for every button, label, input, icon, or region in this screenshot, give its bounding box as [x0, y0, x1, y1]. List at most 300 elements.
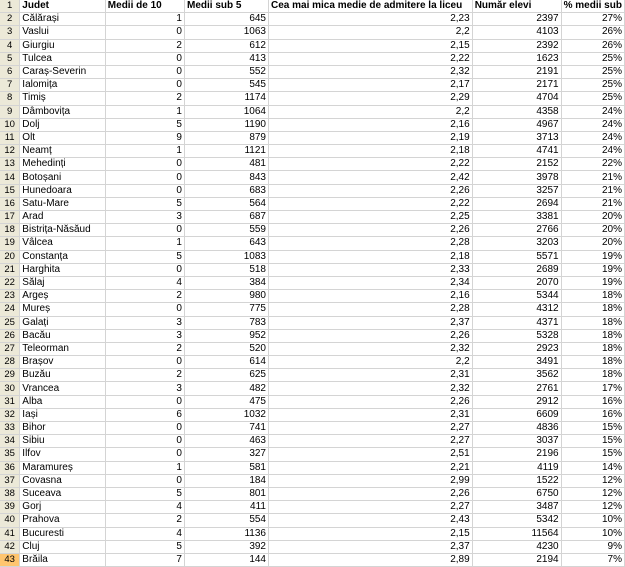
cell-medii-sub-5[interactable]: 801 — [184, 487, 268, 500]
cell-medie-minima[interactable]: 2,16 — [269, 118, 473, 131]
cell-medie-minima[interactable]: 2,2 — [269, 105, 473, 118]
cell-procent[interactable]: 27% — [561, 13, 624, 26]
cell-numar-elevi[interactable]: 2070 — [472, 276, 561, 289]
row-header[interactable]: 16 — [0, 197, 20, 210]
cell-judet[interactable]: Tulcea — [20, 52, 106, 65]
cell-medii-sub-5[interactable]: 741 — [184, 422, 268, 435]
cell-medii-sub-5[interactable]: 554 — [184, 514, 268, 527]
cell-judet[interactable]: Harghita — [20, 263, 106, 276]
cell-judet[interactable]: Dolj — [20, 118, 106, 131]
cell-judet[interactable]: Alba — [20, 395, 106, 408]
cell-numar-elevi[interactable]: 2397 — [472, 13, 561, 26]
row-header[interactable]: 29 — [0, 369, 20, 382]
cell-medii-10[interactable]: 7 — [105, 553, 184, 566]
cell-medii-sub-5[interactable]: 413 — [184, 52, 268, 65]
cell-procent[interactable]: 25% — [561, 65, 624, 78]
row-header[interactable]: 34 — [0, 435, 20, 448]
row-header[interactable]: 42 — [0, 540, 20, 553]
cell-judet[interactable]: Prahova — [20, 514, 106, 527]
row-header[interactable]: 37 — [0, 474, 20, 487]
cell-medii-10[interactable]: 2 — [105, 92, 184, 105]
cell-medii-sub-5[interactable]: 952 — [184, 329, 268, 342]
cell-medie-minima[interactable]: 2,33 — [269, 263, 473, 276]
cell-judet[interactable]: Brăila — [20, 553, 106, 566]
cell-medii-sub-5[interactable]: 1063 — [184, 26, 268, 39]
cell-procent[interactable]: 19% — [561, 250, 624, 263]
cell-medie-minima[interactable]: 2,99 — [269, 474, 473, 487]
cell-judet[interactable]: Argeș — [20, 290, 106, 303]
row-header[interactable]: 17 — [0, 211, 20, 224]
cell-judet[interactable]: Iași — [20, 408, 106, 421]
cell-judet[interactable]: Timiș — [20, 92, 106, 105]
cell-medie-minima[interactable]: 2,17 — [269, 79, 473, 92]
cell-judet[interactable]: Vaslui — [20, 26, 106, 39]
cell-numar-elevi[interactable]: 3037 — [472, 435, 561, 448]
header-medii-sub-5[interactable]: Medii sub 5 — [184, 0, 268, 13]
cell-procent[interactable]: 18% — [561, 369, 624, 382]
cell-procent[interactable]: 21% — [561, 197, 624, 210]
cell-judet[interactable]: Arad — [20, 211, 106, 224]
cell-judet[interactable]: Constanța — [20, 250, 106, 263]
cell-medie-minima[interactable]: 2,22 — [269, 158, 473, 171]
cell-medie-minima[interactable]: 2,31 — [269, 369, 473, 382]
cell-medii-sub-5[interactable]: 384 — [184, 276, 268, 289]
cell-medii-10[interactable]: 5 — [105, 487, 184, 500]
cell-judet[interactable]: Bucuresti — [20, 527, 106, 540]
cell-medii-sub-5[interactable]: 520 — [184, 342, 268, 355]
cell-medii-sub-5[interactable]: 1032 — [184, 408, 268, 421]
cell-medii-10[interactable]: 6 — [105, 408, 184, 421]
row-header[interactable]: 3 — [0, 26, 20, 39]
cell-medie-minima[interactable]: 2,22 — [269, 52, 473, 65]
cell-medii-sub-5[interactable]: 843 — [184, 171, 268, 184]
header-medii-10[interactable]: Medii de 10 — [105, 0, 184, 13]
cell-procent[interactable]: 22% — [561, 158, 624, 171]
cell-procent[interactable]: 21% — [561, 184, 624, 197]
cell-medie-minima[interactable]: 2,15 — [269, 527, 473, 540]
cell-numar-elevi[interactable]: 2196 — [472, 448, 561, 461]
cell-numar-elevi[interactable]: 4358 — [472, 105, 561, 118]
row-header[interactable]: 41 — [0, 527, 20, 540]
row-header[interactable]: 39 — [0, 501, 20, 514]
cell-medie-minima[interactable]: 2,42 — [269, 171, 473, 184]
cell-numar-elevi[interactable]: 5342 — [472, 514, 561, 527]
cell-medie-minima[interactable]: 2,19 — [269, 131, 473, 144]
cell-medii-sub-5[interactable]: 612 — [184, 39, 268, 52]
header-procent[interactable]: % medii sub — [561, 0, 624, 13]
cell-medii-sub-5[interactable]: 552 — [184, 65, 268, 78]
cell-medii-10[interactable]: 0 — [105, 79, 184, 92]
cell-medii-sub-5[interactable]: 879 — [184, 131, 268, 144]
row-header[interactable]: 10 — [0, 118, 20, 131]
cell-judet[interactable]: Călărași — [20, 13, 106, 26]
cell-procent[interactable]: 7% — [561, 553, 624, 566]
cell-medii-sub-5[interactable]: 184 — [184, 474, 268, 487]
cell-numar-elevi[interactable]: 4371 — [472, 316, 561, 329]
cell-numar-elevi[interactable]: 3381 — [472, 211, 561, 224]
cell-medii-10[interactable]: 0 — [105, 224, 184, 237]
cell-numar-elevi[interactable]: 3978 — [472, 171, 561, 184]
cell-judet[interactable]: Gorj — [20, 501, 106, 514]
row-header[interactable]: 33 — [0, 422, 20, 435]
cell-medie-minima[interactable]: 2,18 — [269, 250, 473, 263]
cell-medie-minima[interactable]: 2,23 — [269, 13, 473, 26]
cell-numar-elevi[interactable]: 2152 — [472, 158, 561, 171]
cell-medii-sub-5[interactable]: 475 — [184, 395, 268, 408]
cell-medii-10[interactable]: 3 — [105, 329, 184, 342]
cell-medii-sub-5[interactable]: 481 — [184, 158, 268, 171]
cell-procent[interactable]: 15% — [561, 422, 624, 435]
row-header[interactable]: 2 — [0, 13, 20, 26]
cell-medii-sub-5[interactable]: 545 — [184, 79, 268, 92]
cell-medii-sub-5[interactable]: 518 — [184, 263, 268, 276]
cell-medii-10[interactable]: 2 — [105, 514, 184, 527]
cell-medie-minima[interactable]: 2,31 — [269, 408, 473, 421]
cell-medii-10[interactable]: 4 — [105, 276, 184, 289]
cell-numar-elevi[interactable]: 1623 — [472, 52, 561, 65]
row-header[interactable]: 20 — [0, 250, 20, 263]
cell-medii-sub-5[interactable]: 687 — [184, 211, 268, 224]
cell-medie-minima[interactable]: 2,26 — [269, 329, 473, 342]
header-numar-elevi[interactable]: Număr elevi — [472, 0, 561, 13]
cell-medie-minima[interactable]: 2,28 — [269, 303, 473, 316]
cell-judet[interactable]: Cluj — [20, 540, 106, 553]
cell-numar-elevi[interactable]: 3562 — [472, 369, 561, 382]
cell-procent[interactable]: 25% — [561, 92, 624, 105]
cell-judet[interactable]: Galați — [20, 316, 106, 329]
cell-medie-minima[interactable]: 2,26 — [269, 224, 473, 237]
cell-medie-minima[interactable]: 2,28 — [269, 237, 473, 250]
cell-medie-minima[interactable]: 2,16 — [269, 290, 473, 303]
cell-numar-elevi[interactable]: 2694 — [472, 197, 561, 210]
cell-judet[interactable]: Bihor — [20, 422, 106, 435]
cell-judet[interactable]: Buzău — [20, 369, 106, 382]
cell-judet[interactable]: Neamț — [20, 145, 106, 158]
cell-medie-minima[interactable]: 2,27 — [269, 501, 473, 514]
cell-medii-10[interactable]: 3 — [105, 382, 184, 395]
row-header[interactable]: 12 — [0, 145, 20, 158]
cell-medie-minima[interactable]: 2,27 — [269, 435, 473, 448]
cell-medie-minima[interactable]: 2,26 — [269, 184, 473, 197]
cell-medie-minima[interactable]: 2,32 — [269, 382, 473, 395]
cell-numar-elevi[interactable]: 1522 — [472, 474, 561, 487]
cell-numar-elevi[interactable]: 4119 — [472, 461, 561, 474]
cell-procent[interactable]: 15% — [561, 435, 624, 448]
cell-medie-minima[interactable]: 2,27 — [269, 422, 473, 435]
cell-medii-sub-5[interactable]: 625 — [184, 369, 268, 382]
cell-medii-sub-5[interactable]: 581 — [184, 461, 268, 474]
row-header[interactable]: 18 — [0, 224, 20, 237]
cell-judet[interactable]: Satu-Mare — [20, 197, 106, 210]
cell-procent[interactable]: 20% — [561, 237, 624, 250]
cell-medii-sub-5[interactable]: 683 — [184, 184, 268, 197]
cell-medii-sub-5[interactable]: 775 — [184, 303, 268, 316]
cell-medii-10[interactable]: 1 — [105, 13, 184, 26]
cell-medie-minima[interactable]: 2,32 — [269, 342, 473, 355]
cell-judet[interactable]: Dâmbovița — [20, 105, 106, 118]
cell-medii-10[interactable]: 0 — [105, 422, 184, 435]
cell-judet[interactable]: Giurgiu — [20, 39, 106, 52]
cell-medii-sub-5[interactable]: 564 — [184, 197, 268, 210]
cell-numar-elevi[interactable]: 4230 — [472, 540, 561, 553]
cell-procent[interactable]: 15% — [561, 448, 624, 461]
cell-medii-sub-5[interactable]: 783 — [184, 316, 268, 329]
cell-judet[interactable]: Olt — [20, 131, 106, 144]
cell-procent[interactable]: 18% — [561, 329, 624, 342]
cell-medie-minima[interactable]: 2,21 — [269, 461, 473, 474]
row-header[interactable]: 24 — [0, 303, 20, 316]
cell-procent[interactable]: 18% — [561, 356, 624, 369]
cell-medie-minima[interactable]: 2,34 — [269, 276, 473, 289]
row-header[interactable]: 25 — [0, 316, 20, 329]
cell-procent[interactable]: 25% — [561, 52, 624, 65]
cell-judet[interactable]: Bacău — [20, 329, 106, 342]
cell-medie-minima[interactable]: 2,22 — [269, 197, 473, 210]
cell-medii-10[interactable]: 1 — [105, 237, 184, 250]
cell-medii-sub-5[interactable]: 645 — [184, 13, 268, 26]
cell-medii-10[interactable]: 3 — [105, 211, 184, 224]
cell-medie-minima[interactable]: 2,2 — [269, 26, 473, 39]
cell-medie-minima[interactable]: 2,89 — [269, 553, 473, 566]
header-judet[interactable]: Judet — [20, 0, 106, 13]
cell-procent[interactable]: 19% — [561, 263, 624, 276]
cell-numar-elevi[interactable]: 2923 — [472, 342, 561, 355]
cell-procent[interactable]: 25% — [561, 79, 624, 92]
cell-medii-10[interactable]: 0 — [105, 303, 184, 316]
cell-judet[interactable]: Mehedinți — [20, 158, 106, 171]
cell-medii-sub-5[interactable]: 1190 — [184, 118, 268, 131]
cell-judet[interactable]: Vrancea — [20, 382, 106, 395]
cell-medii-10[interactable]: 5 — [105, 540, 184, 553]
cell-medie-minima[interactable]: 2,32 — [269, 65, 473, 78]
cell-procent[interactable]: 20% — [561, 224, 624, 237]
cell-procent[interactable]: 16% — [561, 408, 624, 421]
cell-procent[interactable]: 18% — [561, 290, 624, 303]
cell-judet[interactable]: Mureș — [20, 303, 106, 316]
row-header[interactable]: 31 — [0, 395, 20, 408]
row-header[interactable]: 6 — [0, 65, 20, 78]
cell-medii-sub-5[interactable]: 1064 — [184, 105, 268, 118]
row-header[interactable]: 5 — [0, 52, 20, 65]
cell-numar-elevi[interactable]: 5328 — [472, 329, 561, 342]
row-header[interactable]: 40 — [0, 514, 20, 527]
cell-medii-sub-5[interactable]: 980 — [184, 290, 268, 303]
cell-numar-elevi[interactable]: 3203 — [472, 237, 561, 250]
cell-numar-elevi[interactable]: 2761 — [472, 382, 561, 395]
cell-medie-minima[interactable]: 2,26 — [269, 395, 473, 408]
row-header[interactable]: 11 — [0, 131, 20, 144]
cell-medie-minima[interactable]: 2,15 — [269, 39, 473, 52]
header-medie-minima[interactable]: Cea mai mica medie de admitere la liceu — [269, 0, 473, 13]
row-header-1[interactable]: 1 — [0, 0, 20, 13]
cell-procent[interactable]: 18% — [561, 303, 624, 316]
cell-medii-sub-5[interactable]: 643 — [184, 237, 268, 250]
cell-judet[interactable]: Suceava — [20, 487, 106, 500]
cell-numar-elevi[interactable]: 4704 — [472, 92, 561, 105]
cell-medii-10[interactable]: 0 — [105, 395, 184, 408]
cell-medii-sub-5[interactable]: 1083 — [184, 250, 268, 263]
cell-medii-10[interactable]: 5 — [105, 250, 184, 263]
cell-medie-minima[interactable]: 2,29 — [269, 92, 473, 105]
row-header[interactable]: 7 — [0, 79, 20, 92]
row-header[interactable]: 26 — [0, 329, 20, 342]
cell-procent[interactable]: 14% — [561, 461, 624, 474]
cell-procent[interactable]: 17% — [561, 382, 624, 395]
cell-medii-10[interactable]: 0 — [105, 435, 184, 448]
cell-medii-sub-5[interactable]: 614 — [184, 356, 268, 369]
cell-medii-sub-5[interactable]: 1121 — [184, 145, 268, 158]
cell-medie-minima[interactable]: 2,2 — [269, 356, 473, 369]
cell-numar-elevi[interactable]: 3713 — [472, 131, 561, 144]
cell-medii-10[interactable]: 0 — [105, 356, 184, 369]
cell-judet[interactable]: Botoșani — [20, 171, 106, 184]
cell-medii-10[interactable]: 0 — [105, 65, 184, 78]
row-header[interactable]: 23 — [0, 290, 20, 303]
cell-numar-elevi[interactable]: 4741 — [472, 145, 561, 158]
cell-medii-10[interactable]: 2 — [105, 39, 184, 52]
cell-procent[interactable]: 10% — [561, 514, 624, 527]
cell-judet[interactable]: Maramureș — [20, 461, 106, 474]
cell-medii-sub-5[interactable]: 463 — [184, 435, 268, 448]
cell-numar-elevi[interactable]: 3257 — [472, 184, 561, 197]
row-header[interactable]: 30 — [0, 382, 20, 395]
cell-judet[interactable]: Teleorman — [20, 342, 106, 355]
cell-medii-10[interactable]: 2 — [105, 369, 184, 382]
cell-medii-10[interactable]: 1 — [105, 145, 184, 158]
cell-procent[interactable]: 24% — [561, 131, 624, 144]
cell-procent[interactable]: 19% — [561, 276, 624, 289]
row-header[interactable]: 13 — [0, 158, 20, 171]
cell-medii-10[interactable]: 0 — [105, 263, 184, 276]
cell-numar-elevi[interactable]: 2689 — [472, 263, 561, 276]
cell-medie-minima[interactable]: 2,51 — [269, 448, 473, 461]
cell-procent[interactable]: 9% — [561, 540, 624, 553]
row-header[interactable]: 38 — [0, 487, 20, 500]
cell-procent[interactable]: 24% — [561, 145, 624, 158]
cell-numar-elevi[interactable]: 3491 — [472, 356, 561, 369]
cell-judet[interactable]: Covasna — [20, 474, 106, 487]
row-header[interactable]: 27 — [0, 342, 20, 355]
cell-medii-10[interactable]: 5 — [105, 197, 184, 210]
row-header[interactable]: 22 — [0, 276, 20, 289]
cell-procent[interactable]: 24% — [561, 105, 624, 118]
cell-numar-elevi[interactable]: 2392 — [472, 39, 561, 52]
row-header[interactable]: 21 — [0, 263, 20, 276]
cell-medie-minima[interactable]: 2,37 — [269, 540, 473, 553]
cell-procent[interactable]: 16% — [561, 395, 624, 408]
cell-judet[interactable]: Bistrița-Năsăud — [20, 224, 106, 237]
cell-judet[interactable]: Vâlcea — [20, 237, 106, 250]
cell-medii-sub-5[interactable]: 411 — [184, 501, 268, 514]
cell-medii-10[interactable]: 0 — [105, 474, 184, 487]
row-header[interactable]: 14 — [0, 171, 20, 184]
cell-judet[interactable]: Hunedoara — [20, 184, 106, 197]
cell-procent[interactable]: 26% — [561, 26, 624, 39]
cell-medie-minima[interactable]: 2,37 — [269, 316, 473, 329]
cell-numar-elevi[interactable]: 3487 — [472, 501, 561, 514]
cell-judet[interactable]: Brașov — [20, 356, 106, 369]
cell-numar-elevi[interactable]: 2912 — [472, 395, 561, 408]
row-header[interactable]: 35 — [0, 448, 20, 461]
cell-numar-elevi[interactable]: 4967 — [472, 118, 561, 131]
row-header[interactable]: 28 — [0, 356, 20, 369]
cell-numar-elevi[interactable]: 5571 — [472, 250, 561, 263]
cell-medii-10[interactable]: 0 — [105, 448, 184, 461]
row-header[interactable]: 4 — [0, 39, 20, 52]
row-header[interactable]: 43 — [0, 553, 20, 566]
cell-judet[interactable]: Ialomița — [20, 79, 106, 92]
cell-judet[interactable]: Ilfov — [20, 448, 106, 461]
row-header[interactable]: 32 — [0, 408, 20, 421]
cell-procent[interactable]: 10% — [561, 527, 624, 540]
cell-medii-sub-5[interactable]: 1174 — [184, 92, 268, 105]
row-header[interactable]: 36 — [0, 461, 20, 474]
cell-numar-elevi[interactable]: 2766 — [472, 224, 561, 237]
cell-procent[interactable]: 12% — [561, 501, 624, 514]
cell-medii-10[interactable]: 0 — [105, 52, 184, 65]
cell-procent[interactable]: 20% — [561, 211, 624, 224]
cell-numar-elevi[interactable]: 6750 — [472, 487, 561, 500]
cell-medii-sub-5[interactable]: 1136 — [184, 527, 268, 540]
cell-medii-sub-5[interactable]: 392 — [184, 540, 268, 553]
row-header[interactable]: 8 — [0, 92, 20, 105]
cell-judet[interactable]: Sibiu — [20, 435, 106, 448]
cell-procent[interactable]: 24% — [561, 118, 624, 131]
cell-medii-10[interactable]: 9 — [105, 131, 184, 144]
cell-numar-elevi[interactable]: 4836 — [472, 422, 561, 435]
cell-medii-10[interactable]: 1 — [105, 461, 184, 474]
cell-procent[interactable]: 12% — [561, 474, 624, 487]
cell-medii-10[interactable]: 3 — [105, 316, 184, 329]
cell-medii-10[interactable]: 0 — [105, 158, 184, 171]
row-header[interactable]: 19 — [0, 237, 20, 250]
cell-procent[interactable]: 18% — [561, 316, 624, 329]
cell-numar-elevi[interactable]: 2191 — [472, 65, 561, 78]
cell-medii-10[interactable]: 2 — [105, 290, 184, 303]
cell-medii-10[interactable]: 1 — [105, 105, 184, 118]
cell-medii-10[interactable]: 0 — [105, 171, 184, 184]
cell-judet[interactable]: Sălaj — [20, 276, 106, 289]
cell-procent[interactable]: 26% — [561, 39, 624, 52]
cell-procent[interactable]: 18% — [561, 342, 624, 355]
cell-medii-10[interactable]: 4 — [105, 501, 184, 514]
cell-numar-elevi[interactable]: 4103 — [472, 26, 561, 39]
cell-medie-minima[interactable]: 2,25 — [269, 211, 473, 224]
row-header[interactable]: 15 — [0, 184, 20, 197]
cell-medii-sub-5[interactable]: 559 — [184, 224, 268, 237]
cell-numar-elevi[interactable]: 6609 — [472, 408, 561, 421]
cell-medii-sub-5[interactable]: 327 — [184, 448, 268, 461]
cell-numar-elevi[interactable]: 5344 — [472, 290, 561, 303]
cell-judet[interactable]: Caraș-Severin — [20, 65, 106, 78]
row-header[interactable]: 9 — [0, 105, 20, 118]
cell-numar-elevi[interactable]: 4312 — [472, 303, 561, 316]
cell-medii-10[interactable]: 0 — [105, 184, 184, 197]
cell-medii-10[interactable]: 0 — [105, 26, 184, 39]
cell-medii-10[interactable]: 5 — [105, 118, 184, 131]
cell-medii-sub-5[interactable]: 144 — [184, 553, 268, 566]
cell-medie-minima[interactable]: 2,26 — [269, 487, 473, 500]
cell-procent[interactable]: 21% — [561, 171, 624, 184]
cell-medii-10[interactable]: 2 — [105, 342, 184, 355]
cell-medii-sub-5[interactable]: 482 — [184, 382, 268, 395]
cell-numar-elevi[interactable]: 2194 — [472, 553, 561, 566]
cell-numar-elevi[interactable]: 2171 — [472, 79, 561, 92]
cell-numar-elevi[interactable]: 11564 — [472, 527, 561, 540]
cell-procent[interactable]: 12% — [561, 487, 624, 500]
cell-medii-10[interactable]: 4 — [105, 527, 184, 540]
cell-medie-minima[interactable]: 2,18 — [269, 145, 473, 158]
